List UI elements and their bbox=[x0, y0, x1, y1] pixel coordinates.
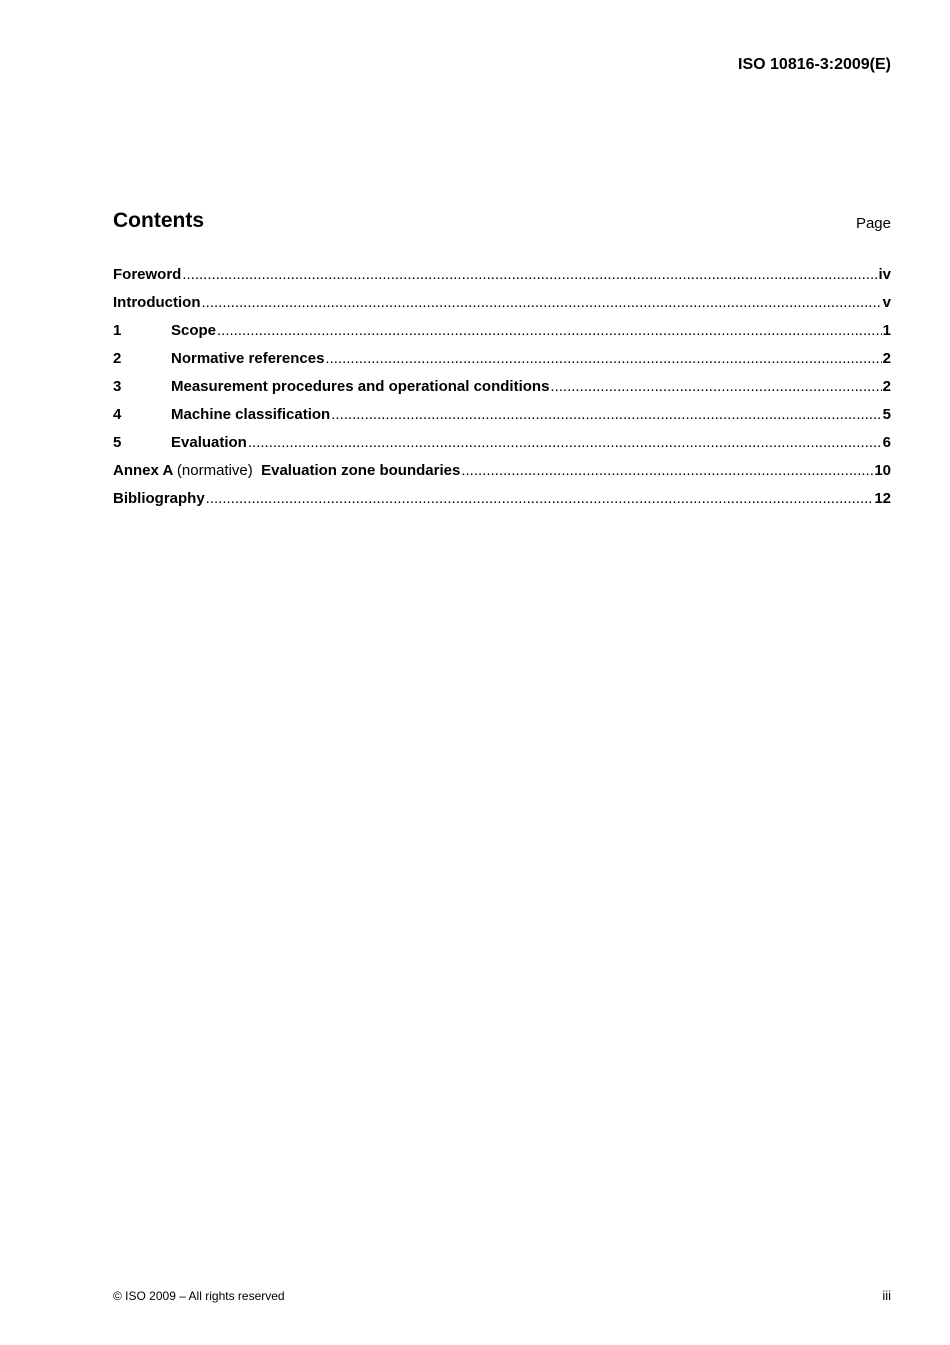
footer-copyright: © ISO 2009 – All rights reserved bbox=[113, 1289, 285, 1303]
toc-entry-number: 2 bbox=[113, 350, 122, 367]
toc-dot-leader bbox=[201, 294, 881, 311]
toc-dot-leader bbox=[325, 350, 881, 367]
toc-dot-leader bbox=[331, 406, 881, 423]
table-of-contents bbox=[113, 266, 891, 518]
footer-page-number: iii bbox=[882, 1288, 891, 1303]
toc-entry-title: Introduction bbox=[113, 294, 201, 311]
toc-entry-page: 2 bbox=[882, 350, 891, 367]
annex-label: Annex A bbox=[113, 462, 173, 479]
toc-entry-title: Normative references bbox=[171, 350, 325, 367]
toc-entry-bibliography[interactable] bbox=[113, 490, 891, 518]
annex-subtitle: Evaluation zone boundaries bbox=[261, 462, 461, 479]
toc-entry-title: Scope bbox=[171, 322, 217, 339]
toc-entry-title: Foreword bbox=[113, 266, 182, 283]
toc-entry-title: Machine classification bbox=[171, 406, 331, 423]
toc-entry-foreword[interactable] bbox=[113, 266, 891, 294]
contents-heading: Contents bbox=[113, 209, 204, 232]
toc-entry-evaluation[interactable] bbox=[113, 434, 891, 462]
toc-dot-leader bbox=[550, 378, 881, 395]
toc-entry-page: 1 bbox=[882, 322, 891, 339]
toc-entry-number: 4 bbox=[113, 406, 122, 423]
document-id: ISO 10816-3:2009(E) bbox=[738, 56, 891, 73]
toc-dot-leader bbox=[182, 266, 877, 283]
toc-entry-page: iv bbox=[878, 266, 891, 283]
toc-dot-leader bbox=[206, 490, 874, 507]
toc-entry-introduction[interactable] bbox=[113, 294, 891, 322]
toc-entry-page: 2 bbox=[882, 378, 891, 395]
toc-dot-leader bbox=[461, 462, 873, 479]
page-column-label: Page bbox=[855, 215, 891, 232]
toc-entry-page: 6 bbox=[882, 434, 891, 451]
annex-note: (normative) bbox=[176, 462, 253, 479]
toc-entry-number: 5 bbox=[113, 434, 122, 451]
toc-entry-normative-references[interactable] bbox=[113, 350, 891, 378]
toc-entry-page: v bbox=[882, 294, 891, 311]
toc-dot-leader bbox=[217, 322, 882, 339]
toc-entry-machine-classification[interactable] bbox=[113, 406, 891, 434]
toc-entry-number: 3 bbox=[113, 378, 122, 395]
toc-entry-title: Evaluation bbox=[171, 434, 247, 451]
toc-entry-scope[interactable] bbox=[113, 322, 891, 350]
toc-entry-measurement-procedures[interactable] bbox=[113, 378, 891, 406]
toc-entry-title: Measurement procedures and operational conditions bbox=[171, 378, 550, 395]
toc-dot-leader bbox=[248, 434, 882, 451]
toc-entry-page: 12 bbox=[874, 490, 891, 507]
toc-entry-number: 1 bbox=[113, 322, 122, 339]
toc-entry-annex-a[interactable] bbox=[113, 462, 891, 490]
toc-entry-page: 10 bbox=[874, 462, 891, 479]
toc-entry-title bbox=[113, 462, 460, 479]
toc-entry-title: Bibliography bbox=[113, 490, 205, 507]
toc-entry-page: 5 bbox=[882, 406, 891, 423]
